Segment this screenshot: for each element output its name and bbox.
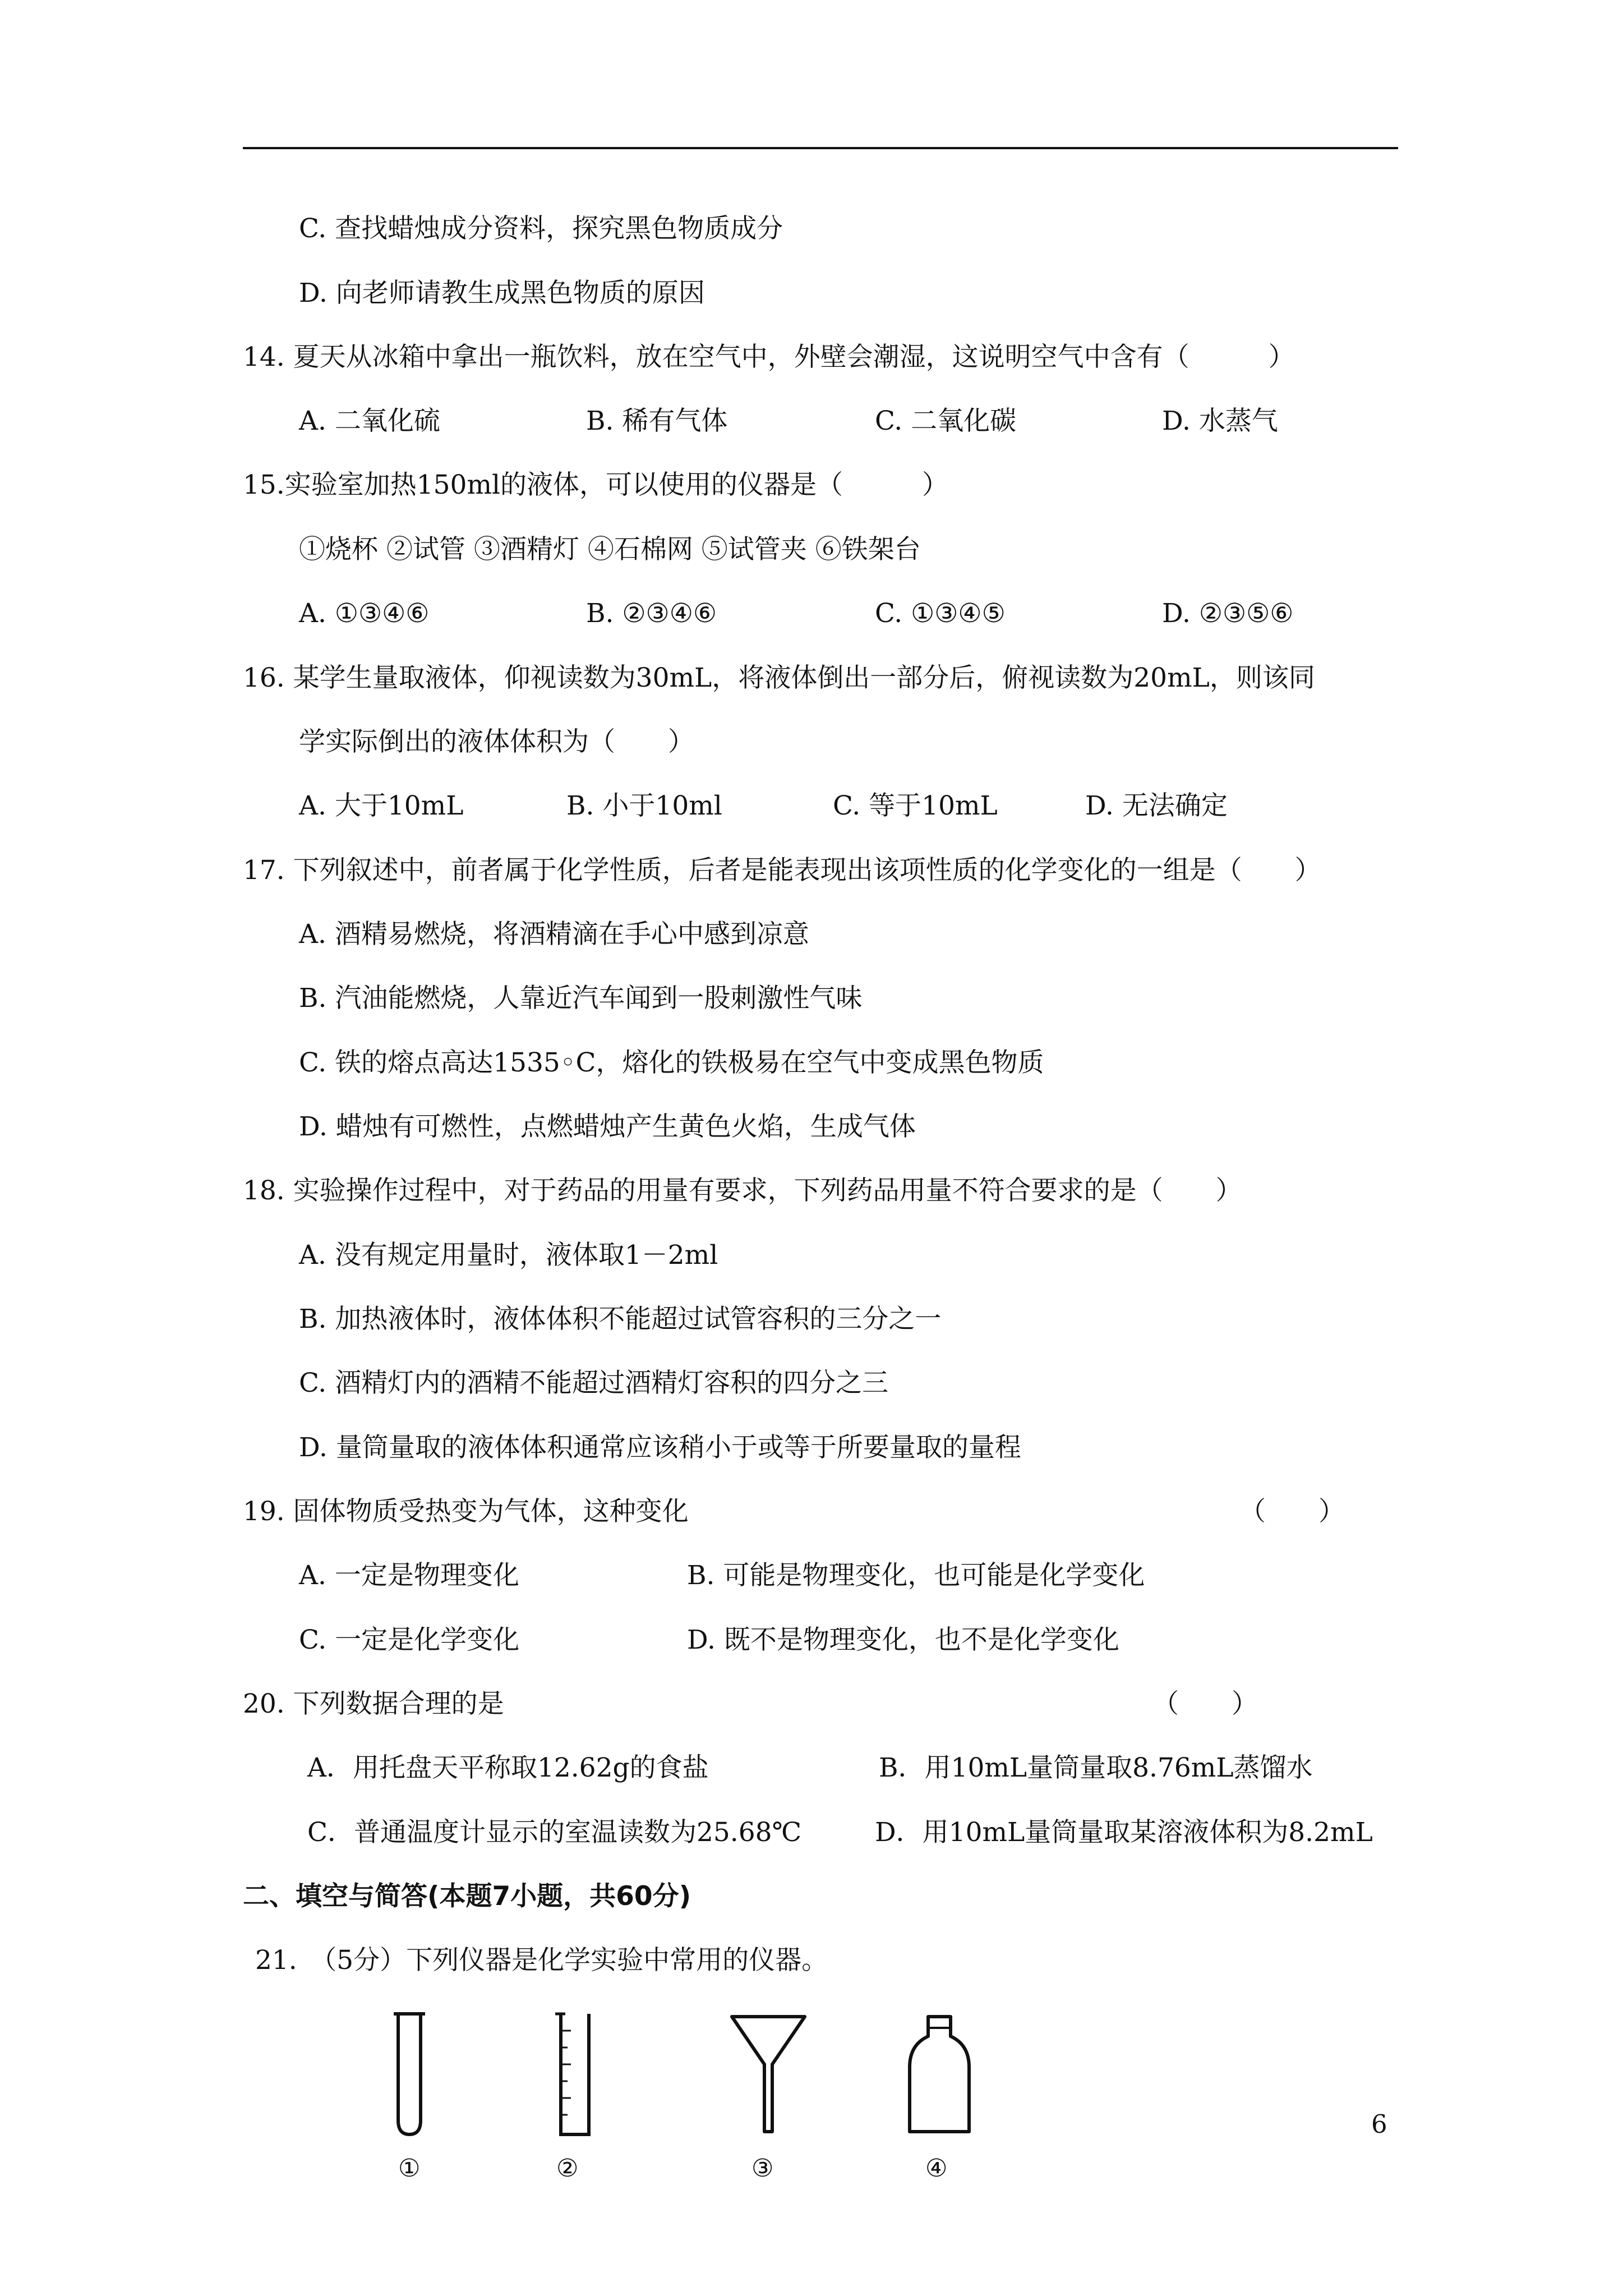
q18-option-b: B. 加热液体时，液体体积不能超过试管容积的三分之一 <box>299 1304 942 1335</box>
q20-option-a: A．用托盘天平称取12.62g的食盐 <box>307 1752 709 1783</box>
q19-stem: 19. 固体物质受热变为气体，这种变化 <box>243 1496 689 1527</box>
q20-option-b: B．用10mL量筒量取8.76mL蒸馏水 <box>879 1752 1313 1783</box>
q20-option-d: D．用10mL量筒量取某溶液体积为8.2mL <box>875 1817 1373 1848</box>
q16-stem: 16. 某学生量取液体，仰视读数为30mL，将液体倒出一部分后，俯视读数为20mL，则该同 <box>243 662 1315 693</box>
q18-option-d: D. 量筒量取的液体体积通常应该稍小于或等于所要量取的量程 <box>299 1432 1021 1463</box>
page-number: 6 <box>1371 2109 1387 2139</box>
q14-option-c: C. 二氧化碳 <box>875 406 1017 436</box>
q16-option-d: D. 无法确定 <box>1085 790 1228 821</box>
reagent-bottle-icon <box>903 2011 976 2140</box>
q20-stem: 20. 下列数据合理的是 <box>243 1688 504 1719</box>
q15-option-a: A. ①③④⑥ <box>299 598 430 629</box>
q18-option-c: C. 酒精灯内的酒精不能超过酒精灯容积的四分之三 <box>299 1368 889 1398</box>
q15-option-c: C. ①③④⑤ <box>875 598 1006 629</box>
q17-option-c: C. 铁的熔点高达1535◦C，熔化的铁极易在空气中变成黑色物质 <box>299 1047 1044 1078</box>
q15-option-b: B. ②③④⑥ <box>586 598 717 629</box>
q19-option-a: A. 一定是物理变化 <box>299 1560 519 1591</box>
q17-option-a: A. 酒精易燃烧，将酒精滴在手心中感到凉意 <box>299 919 809 950</box>
apparatus-label-3: ③ <box>751 2154 774 2183</box>
test-tube-icon <box>381 2008 449 2143</box>
q16-option-b: B. 小于10ml <box>566 790 722 821</box>
q19-answer-blank: （ ） <box>1239 1496 1345 1527</box>
q16-stem-cont: 学实际倒出的液体体积为（ ） <box>299 726 694 757</box>
q14-option-a: A. 二氧化硫 <box>299 406 440 436</box>
section-two-heading: 二、填空与简答(本题7小题，共60分) <box>243 1881 691 1912</box>
q14-stem: 14. 夏天从冰箱中拿出一瓶饮料，放在空气中，外壁会潮湿，这说明空气中含有（ ） <box>243 342 1295 372</box>
apparatus-label-2: ② <box>556 2154 579 2183</box>
q17-stem: 17. 下列叙述中，前者属于化学性质，后者是能表现出该项性质的化学变化的一组是（ ） <box>243 855 1321 886</box>
q21-stem: 21. （5分）下列仪器是化学实验中常用的仪器。 <box>255 1945 828 1976</box>
q14-option-b: B. 稀有气体 <box>586 406 728 436</box>
q15-instruments: ①烧杯 ②试管 ③酒精灯 ④石棉网 ⑤试管夹 ⑥铁架台 <box>299 534 921 565</box>
q19-option-b: B. 可能是物理变化，也可能是化学变化 <box>687 1560 1145 1591</box>
q14-option-d: D. 水蒸气 <box>1162 406 1278 436</box>
q17-option-b: B. 汽油能燃烧，人靠近汽车闻到一股刺激性气味 <box>299 983 863 1014</box>
graduated-cylinder-icon <box>538 2008 606 2143</box>
q15-option-d: D. ②③⑤⑥ <box>1162 598 1294 629</box>
q13-option-c: C. 查找蜡烛成分资料，探究黑色物质成分 <box>299 213 783 244</box>
header-rule <box>243 147 1398 149</box>
q20-answer-blank: （ ） <box>1152 1688 1258 1719</box>
q13-option-d: D. 向老师请教生成黑色物质的原因 <box>299 278 705 309</box>
q15-stem: 15.实验室加热150ml的液体，可以使用的仪器是（ ） <box>243 470 949 500</box>
q16-option-c: C. 等于10mL <box>833 790 998 821</box>
q16-option-a: A. 大于10mL <box>299 790 464 821</box>
q17-option-d: D. 蜡烛有可燃性，点燃蜡烛产生黄色火焰，生成气体 <box>299 1111 916 1142</box>
apparatus-label-1: ① <box>398 2154 421 2183</box>
funnel-icon <box>726 2005 810 2146</box>
q18-option-a: A. 没有规定用量时，液体取1－2ml <box>299 1240 718 1271</box>
q20-option-c: C．普通温度计显示的室温读数为25.68℃ <box>307 1817 802 1848</box>
q19-option-c: C. 一定是化学变化 <box>299 1625 520 1655</box>
q19-option-d: D. 既不是物理变化，也不是化学变化 <box>687 1625 1119 1655</box>
q18-stem: 18. 实验操作过程中，对于药品的用量有要求，下列药品用量不符合要求的是（ ） <box>243 1175 1242 1206</box>
apparatus-label-4: ④ <box>925 2154 948 2183</box>
